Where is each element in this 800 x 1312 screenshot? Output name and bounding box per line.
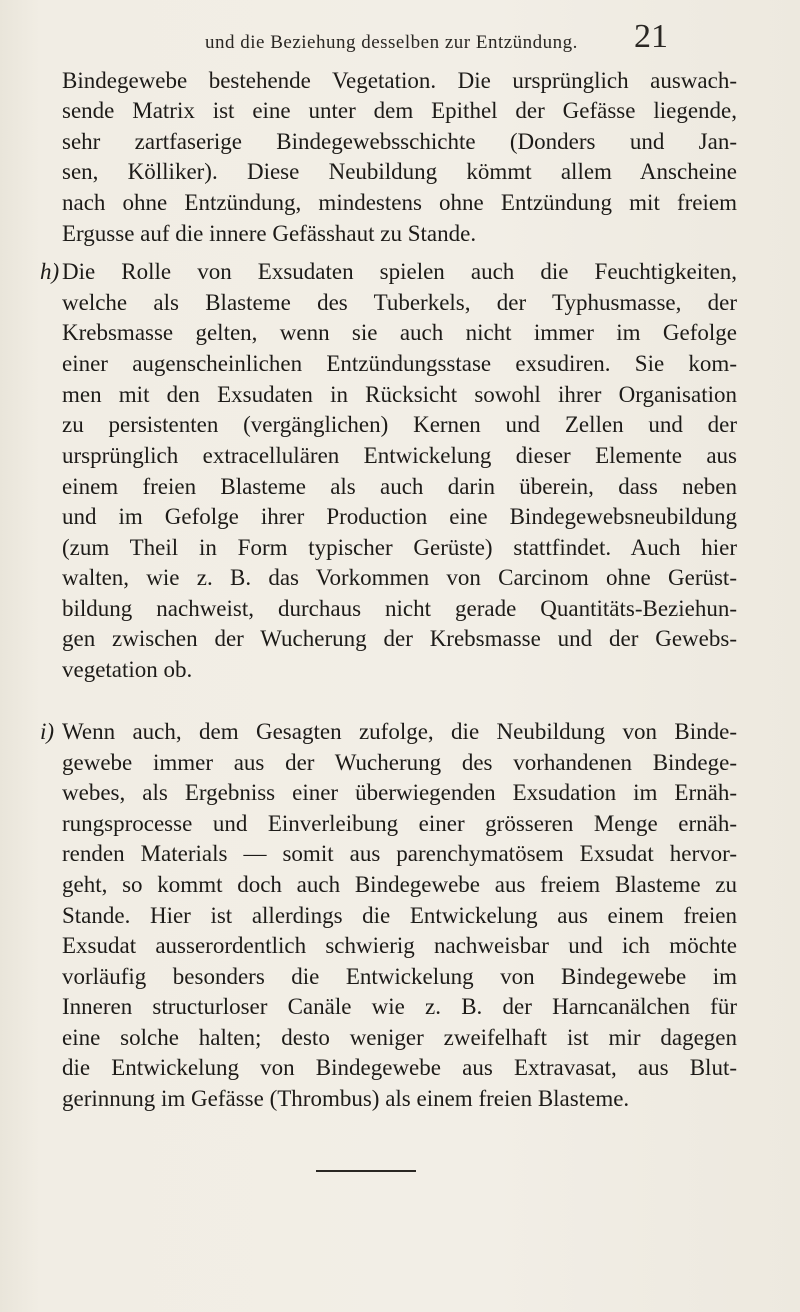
text-line: Die Rolle von Exsudaten spielen auch die Feuchtigkeiten, xyxy=(62,259,737,284)
text-line: Ergusse auf die innere Gefässhaut zu Stande. xyxy=(62,221,477,246)
section-divider xyxy=(316,1170,416,1172)
text-line: Wenn auch, dem Gesagten zufolge, die Neubildung von Binde- xyxy=(62,719,737,744)
section-marker-h: h) xyxy=(40,259,60,284)
text-line: Krebsmasse gelten, wenn sie auch nicht immer im Gefolge xyxy=(62,320,737,345)
running-title: und die Beziehung desselben zur Entzündung. xyxy=(205,32,578,53)
text-line: sende Matrix ist eine unter dem Epithel der Gefässe liegende, xyxy=(62,98,737,123)
text-line: Exsudat ausserordentlich schwierig nachweisbar und ich möchte xyxy=(62,933,737,958)
text-line: einem freien Blasteme als auch darin überein, dass neben xyxy=(62,474,737,499)
text-line: gewebe immer aus der Wucherung des vorhandenen Bindege- xyxy=(62,750,737,775)
text-line: webes, als Ergebniss einer überwiegenden Exsudation im Ernäh- xyxy=(62,780,737,805)
text-line: sehr zartfaserige Bindegewebsschichte (Donders und Jan- xyxy=(62,129,737,154)
text-line: gen zwischen der Wucherung der Krebsmasse und der Gewebs- xyxy=(62,626,737,651)
section-marker-i: i) xyxy=(40,719,55,744)
text-line: men mit den Exsudaten in Rücksicht sowohl ihrer Organisation xyxy=(62,382,737,407)
text-line: rungsprocesse und Einverleibung einer grösseren Menge ernäh- xyxy=(62,811,737,836)
running-head xyxy=(0,18,800,66)
text-line: renden Materials — somit aus parenchymatösem Exsudat hervor- xyxy=(62,841,737,866)
text-line: Stande. Hier ist allerdings die Entwickelung aus einem freien xyxy=(62,903,737,928)
text-line: gerinnung im Gefässe (Thrombus) als einem freien Blasteme. xyxy=(62,1086,630,1111)
text-line: vegetation ob. xyxy=(62,657,193,682)
text-line: (zum Theil in Form typischer Gerüste) stattfindet. Auch hier xyxy=(62,535,737,560)
text-line: einer augenscheinlichen Entzündungsstase exsudiren. Sie kom- xyxy=(62,351,737,376)
text-line: die Entwickelung von Bindegewebe aus Extravasat, aus Blut- xyxy=(62,1055,737,1080)
text-line: geht, so kommt doch auch Bindegewebe aus freiem Blasteme zu xyxy=(62,872,737,897)
text-line: Inneren structurloser Canäle wie z. B. der Harncanälchen für xyxy=(62,994,737,1019)
text-line: Bindegewebe bestehende Vegetation. Die ursprünglich auswach- xyxy=(62,68,737,93)
text-line: nach ohne Entzündung, mindestens ohne Entzündung mit freiem xyxy=(62,190,737,215)
text-line: welche als Blasteme des Tuberkels, der Typhusmasse, der xyxy=(62,290,737,315)
page-number: 21 xyxy=(634,18,668,55)
text-line: ursprünglich extracellulären Entwickelung dieser Elemente aus xyxy=(62,443,737,468)
text-line: sen, Kölliker). Diese Neubildung kömmt allem Anscheine xyxy=(62,159,737,184)
text-line: zu persistenten (vergänglichen) Kernen und Zellen und der xyxy=(62,412,737,437)
text-line: vorläufig besonders die Entwickelung von Bindegewebe im xyxy=(62,964,737,989)
text-line: bildung nachweist, durchaus nicht gerade Quantitäts-Beziehun- xyxy=(62,596,737,621)
text-line: walten, wie z. B. das Vorkommen von Carcinom ohne Gerüst- xyxy=(62,565,737,590)
text-line: eine solche halten; desto weniger zweifelhaft ist mir dagegen xyxy=(62,1025,737,1050)
text-line: und im Gefolge ihrer Production eine Bindegewebsneubildung xyxy=(62,504,737,529)
